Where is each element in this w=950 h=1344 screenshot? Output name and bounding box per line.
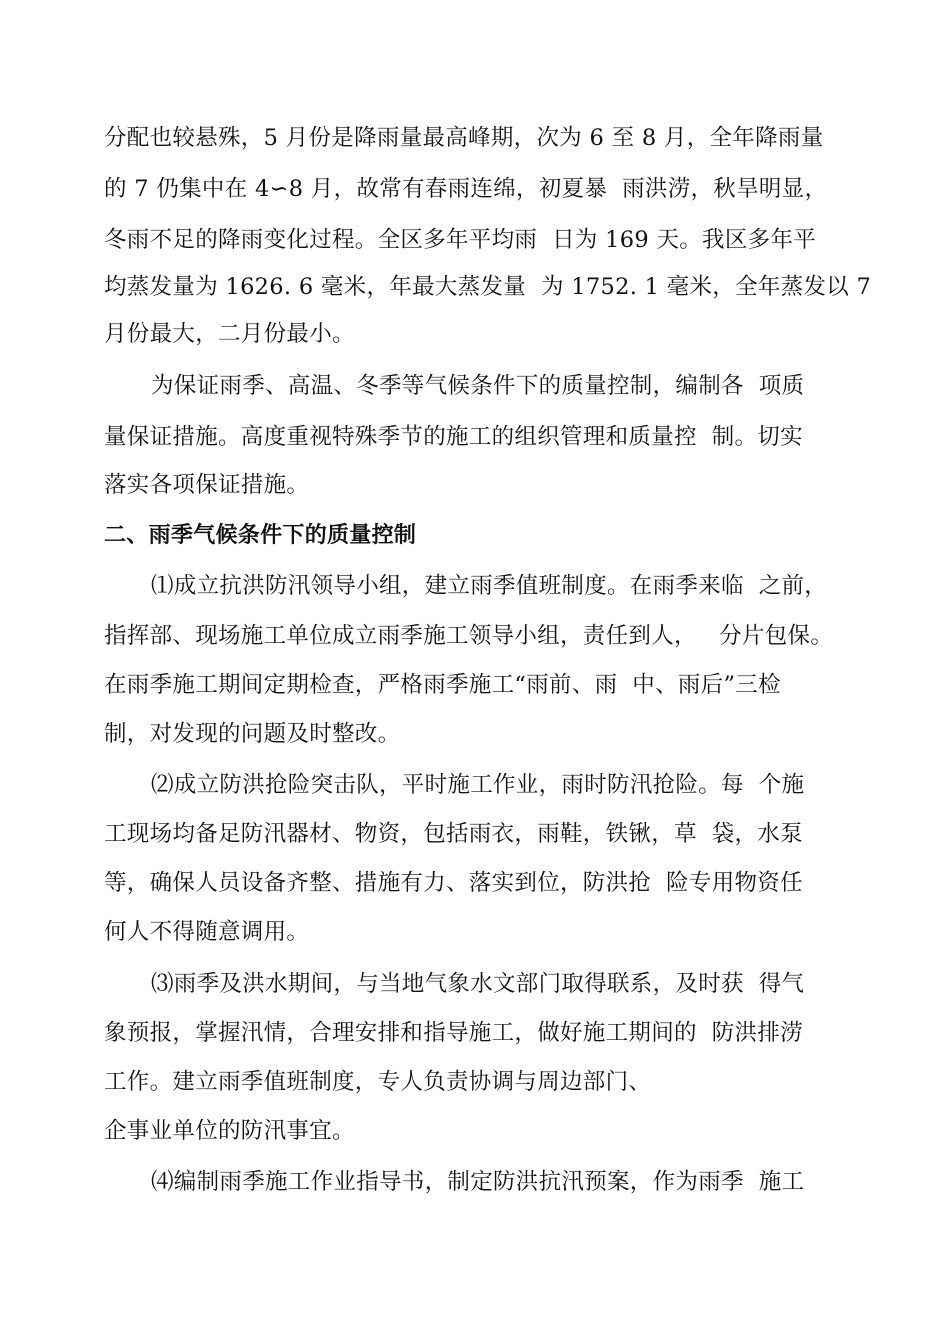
paragraph-line: 冬雨不足的降雨变化过程。全区多年平均雨 日为 169 天。我区多年平 <box>104 227 817 253</box>
paragraph-line: 的 7 仍集中在 4∽8 月，故常有春雨连绵，初夏暴 雨洪涝，秋旱明显， <box>104 176 828 202</box>
paragraph-line: 分配也较悬殊，5 月份是降雨量最高峰期，次为 6 至 8 月，全年降雨量 <box>104 125 824 151</box>
paragraph-line: 量保证措施。高度重视特殊季节的施工的组织管理和质量控 制。切实 <box>104 424 803 450</box>
paragraph-line: 均蒸发量为 1626. 6 毫米，年最大蒸发量 为 1752. 1 毫米，全年蒸发以 7 <box>104 274 872 300</box>
item-line: 工作。建立雨季值班制度，专人负责协调与周边部门、 <box>104 1069 652 1095</box>
item-line: 何人不得随意调用。 <box>104 919 310 945</box>
paragraph-line: 为保证雨季、高温、冬季等气候条件下的质量控制，编制各 项质 <box>151 373 805 399</box>
item-line: 指挥部、现场施工单位成立雨季施工领导小组，责任到人， 分片包保。 <box>104 623 834 649</box>
item-line: 象预报，掌握汛情，合理安排和指导施工，做好施工期间的 防洪排涝 <box>104 1020 803 1046</box>
item-line: 制，对发现的问题及时整改。 <box>104 721 401 747</box>
item-line: ⑶雨季及洪水期间，与当地气象水文部门取得联系，及时获 得气 <box>151 971 805 997</box>
item-line: 企事业单位的防汛事宜。 <box>104 1118 355 1144</box>
section-heading: 二、雨季气候条件下的质量控制 <box>104 523 417 548</box>
item-line: ⑷编制雨季施工作业指导书，制定防洪抗汛预案，作为雨季 施工 <box>151 1169 805 1195</box>
item-line: 等，确保人员设备齐整、措施有力、落实到位，防洪抢 险专用物资任 <box>104 870 803 896</box>
item-line: 工现场均备足防汛器材、物资，包括雨衣，雨鞋，铁锹，草 袋，水泵 <box>104 821 803 847</box>
item-line: ⑵成立防洪抢险突击队，平时施工作业，雨时防汛抢险。每 个施 <box>151 772 805 798</box>
paragraph-line: 落实各项保证措施。 <box>104 472 310 498</box>
paragraph-line: 月份最大，二月份最小。 <box>104 321 355 347</box>
item-line: 在雨季施工期间定期检查，严格雨季施工“雨前、雨 中、雨后”三检 <box>104 672 781 698</box>
item-line: ⑴成立抗洪防汛领导小组，建立雨季值班制度。在雨季来临 之前， <box>151 573 828 599</box>
